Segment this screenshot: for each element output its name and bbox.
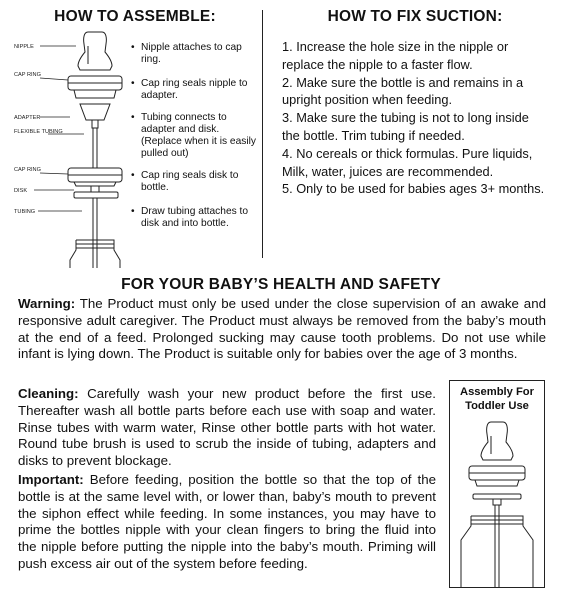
assemble-step: • Cap ring seals nipple to adapter. — [131, 78, 257, 102]
column-divider — [262, 10, 263, 258]
assemble-step: • Draw tubing attaches to disk and into bottle. — [131, 206, 257, 230]
suction-heading: HOW TO FIX SUCTION: — [327, 8, 503, 25]
safety-heading: FOR YOUR BABY’S HEALTH AND SAFETY — [121, 276, 441, 293]
warning-paragraph — [18, 296, 546, 363]
assembly-diagram — [0, 28, 140, 268]
toddler-disk-icon — [473, 494, 521, 505]
assemble-step: • Cap ring seals disk to bottle. — [131, 170, 257, 194]
bottle-icon — [70, 240, 120, 268]
assemble-step: • Nipple attaches to cap ring. — [131, 42, 257, 66]
suction-step: 4. No cereals or thick formulas. Pure liquids, Milk, water, juices are recommended. — [282, 145, 533, 179]
cleaning-label: Cleaning: — [18, 386, 79, 401]
important-text: Before feeding, position the bottle so that the top of the bottle is at the same level with, or lower than, baby’s mouth to prevent the siphon effect while feeding. In some instances, you may have to prime the bottles nipple with your clean fingers to bring the fluid into the nipple before putting the nipple into the baby’s mouth. Priming will push excess air out of the system before feeding. — [18, 472, 436, 571]
part-label-nipple: NIPPLE — [14, 44, 34, 50]
cleaning-paragraph — [18, 386, 436, 470]
warning-label: Warning: — [18, 296, 76, 311]
suction-step: 1. Increase the hole size in the nipple or replace the nipple to a faster flow. — [282, 39, 509, 72]
assemble-heading: HOW TO ASSEMBLE: — [54, 8, 216, 25]
suction-steps-list — [282, 38, 547, 198]
assemble-step: • Tubing connects to adapter and disk. (Replace when it is easily pulled out) — [131, 112, 257, 160]
part-label-flexible-tubing: FLEXIBLE TUBING — [14, 129, 63, 135]
disk-icon — [74, 186, 118, 198]
toddler-box-title — [449, 386, 545, 413]
toddler-assembly-diagram — [449, 420, 545, 588]
cap-ring-lower-icon — [68, 168, 122, 186]
toddler-title-line2: Toddler Use — [465, 399, 529, 412]
toddler-title-line1: Assembly For — [460, 386, 534, 398]
warning-text: The Product must only be used under the close supervision of an awake and responsive adult caregiver. The Product must always be removed from the baby’s mouth at the end of a feed. Prolonged sucking may cause tooth problems. Do not use while infant is lying down. The Product is suitable only for babies over the age of 3 months. — [18, 296, 546, 362]
nipple-icon — [78, 32, 112, 70]
draw-tubing-icon — [93, 198, 97, 268]
toddler-cap-ring-icon — [469, 466, 525, 486]
adapter-icon — [80, 104, 110, 128]
part-label-adapter: ADAPTER — [14, 115, 41, 121]
suction-step: 2. Make sure the bottle is and remains in a upright position when feeding. — [282, 74, 524, 108]
part-label-tubing: TUBING — [14, 209, 36, 215]
suction-step: 3. Make sure the tubing is not to long inside the bottle. Trim tubing if needed. — [282, 110, 529, 143]
cap-ring-icon — [68, 76, 122, 98]
part-label-cap-ring-2: CAP RING — [14, 167, 41, 173]
toddler-bottle-icon — [461, 516, 533, 588]
suction-step: 5. Only to be used for babies ages 3+ months. — [282, 181, 545, 197]
important-paragraph — [18, 472, 436, 573]
part-label-disk: DISK — [14, 188, 28, 194]
important-label: Important: — [18, 472, 84, 487]
part-label-cap-ring: CAP RING — [14, 72, 41, 78]
toddler-tubing-icon — [495, 505, 499, 588]
toddler-nipple-icon — [481, 422, 513, 460]
cleaning-text: Carefully wash your new product before the first use. Thereafter wash all bottle parts before each use with soap and water. Rinse tubes with warm water, Rinse other bottle parts with hot water. Round tube brush is used to scrub the inside of tubing, adapters and disks to prevent blockage. — [18, 386, 436, 469]
